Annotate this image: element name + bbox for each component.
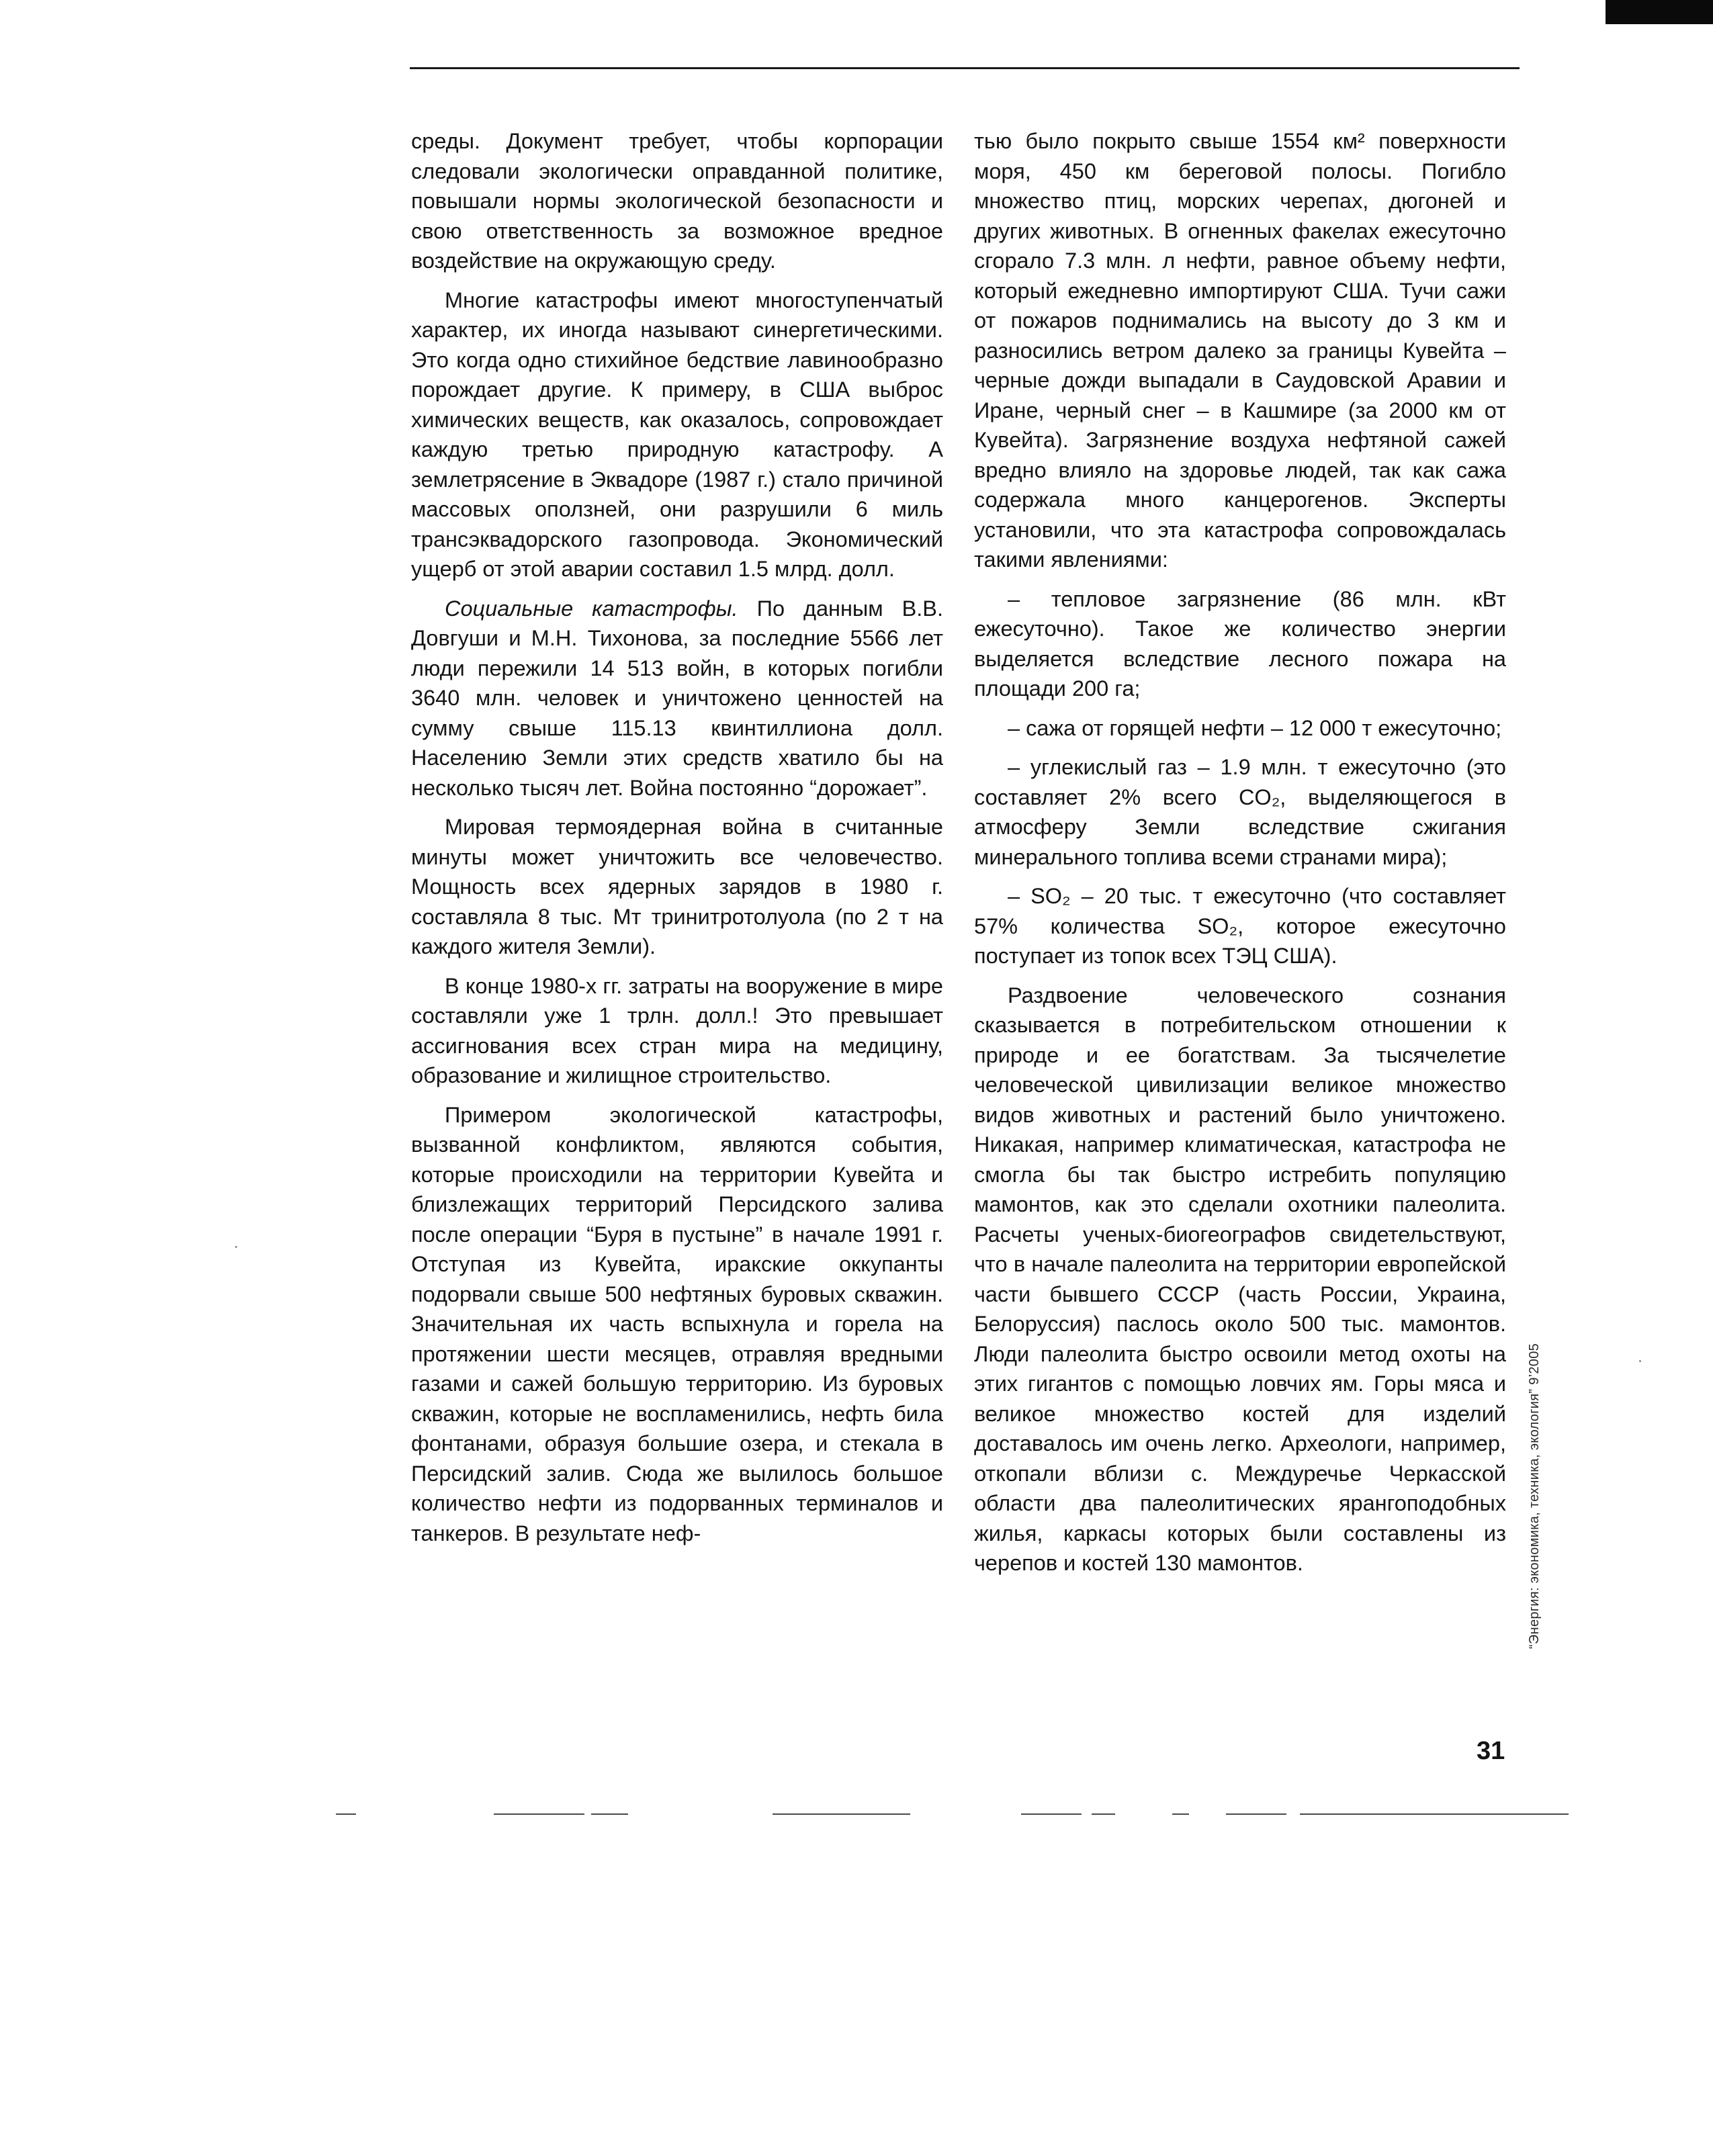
list-item: – сажа от горящей нефти – 12 000 т ежесуточно;: [1008, 715, 1502, 740]
paragraph-text: По данным В.В. Довгуши и М.Н. Тихонова, за последние 5566 лет люди пережили 14 513 войн, в которых погибли 3640 млн. человек и уничтожено ценностей на сумму свыше 115.13 квинтиллиона долл. Населению Земли этих средств хватило бы на несколько тысяч лет. Война постоянно “дорожает”.: [411, 596, 944, 800]
footer-rule-segment: [336, 1813, 356, 1815]
scan-corner-mark: [1606, 0, 1713, 24]
right-text-column: [974, 126, 1506, 1588]
paragraph: В конце 1980-х гг. затраты на вооружение в мире составляли уже 1 трлн. долл.! Это превышает ассигнования всех стран мира на медицину, образование и жилищное строительство.: [411, 973, 943, 1087]
paragraph: Раздвоение человеческого сознания сказывается в потребительском отношении к природе и ее богатствам. За тысячелетие человеческой цивилизации великое множество видов животных и растений было уничтожено. Никакая, например климатическая, катастрофа не смогла бы так быстро истребить популяцию мамонтов, как это сделали охотники палеолита. Расчеты ученых-биогеографов свидетельствуют, что в начале палеолита на территории европейской части бывшего СССР (часть России, Украина, Белоруссия) паслось около 500 тыс. мамонтов. Люди палеолита быстро освоили метод охоты на этих гигантов с помощью ловчих ям. Горы мяса и великое множество костей для изделий доставалось им очень легко. Археологи, например, откопали вблизи с. Междуречье Черкасской области два палеолитических ярангоподобных жилья, каркасы которых были составлены из черепов и костей 130 мамонтов.: [974, 983, 1506, 1575]
footer-rule-segment: [1021, 1813, 1082, 1815]
footer-rule-segment: [591, 1813, 628, 1815]
paragraph: Примером экологической катастрофы, вызванной конфликтом, являются события, которые происходили на территории Кувейта и близлежащих территорий Персидского залива после операции “Буря в пустыне” в начале 1991 г. Отступая из Кувейта, иракские оккупанты подорвали свыше 500 нефтяных буровых скважин. Значительная их часть вспыхнула и горела на протяжении шести месяцев, отравляя вредными газами и сажей большую территорию. Из буровых скважин, которые не воспламенились, нефть била фонтанами, образуя большие озера, и стекала в Персидский залив. Сюда же вылилось большое количество нефти из подорванных терминалов и танкеров. В результате неф-: [411, 1102, 943, 1545]
footer-rule-segment: [1226, 1813, 1286, 1815]
paragraph: Мировая термоядерная война в считанные минуты может уничтожить все человечество. Мощность всех ядерных зарядов в 1980 г. составляла 8 тыс. Мт тринитротолуола (по 2 т на каждого жителя Земли).: [411, 815, 943, 958]
scan-speck: [235, 1246, 237, 1248]
list-item: – тепловое загрязнение (86 млн. кВт ежесуточно). Такое же количество энергии выделяется вследствие лесного пожара на площади 200 га;: [974, 586, 1506, 701]
journal-caption: “Энергия: экономика, техника, экология” 9’2005: [1527, 1343, 1542, 1649]
paragraph: среды. Документ требует, чтобы корпорации следовали экологически оправданной политике, повышали нормы экологической безопасности и свою ответственность за возможное вредное воздействие на окружающую среду.: [411, 129, 943, 273]
list-item: – углекислый газ – 1.9 млн. т ежесуточно (это составляет 2% всего CO₂, выделяющегося в атмосферу Земли вследствие сжигания минерального топлива всеми странами мира);: [974, 755, 1506, 869]
scan-speck: [1639, 1360, 1641, 1362]
header-rule: [410, 67, 1520, 69]
footer-rule-segment: [773, 1813, 910, 1815]
page-number: 31: [1477, 1737, 1505, 1765]
footer-rule-segment: [1092, 1813, 1115, 1815]
list-item: – SO₂ – 20 тыс. т ежесуточно (что составляет 57% количества SO₂, которое ежесуточно поступает из топок всех ТЭЦ США).: [974, 884, 1506, 968]
footer-rule-segment: [494, 1813, 584, 1815]
paragraph: тью было покрыто свыше 1554 км² поверхности моря, 450 км береговой полосы. Погибло множество птиц, морских черепах, дюгоней и других животных. В огненных факелах ежесуточно сгорало 7.3 млн. л нефти, равное объему нефти, который ежедневно импортируют США. Тучи сажи от пожаров поднимались на высоту до 3 км и разносились ветром далеко за границы Кувейта – черные дожди выпадали в Саудовской Аравии и Иране, черный снег – в Кашмире (за 2000 км от Кувейта). Загрязнение воздуха нефтяной сажей вредно влияло на здоровье людей, так как сажа содержала много канцерогенов. Эксперты установили, что эта катастрофа сопровождалась такими явлениями:: [974, 129, 1506, 572]
section-heading-social: Социальные катастрофы.: [445, 596, 738, 621]
footer-rule-segment: [1300, 1813, 1569, 1815]
left-text-column: [411, 126, 943, 1558]
paragraph: Многие катастрофы имеют многоступенчатый характер, их иногда называют синергетическими. Это когда одно стихийное бедствие лавинообразно порождает другие. К примеру, в США выброс химических веществ, как оказалось, сопровождает каждую третью природную катастрофу. А землетрясение в Эквадоре (1987 г.) стало причиной массовых оползней, они разрушили 6 миль трансэквадорского газопровода. Экономический ущерб от этой аварии составил 1.5 млрд. долл.: [411, 287, 943, 581]
footer-rule-segment: [1172, 1813, 1189, 1815]
paragraph-social: [411, 594, 943, 803]
